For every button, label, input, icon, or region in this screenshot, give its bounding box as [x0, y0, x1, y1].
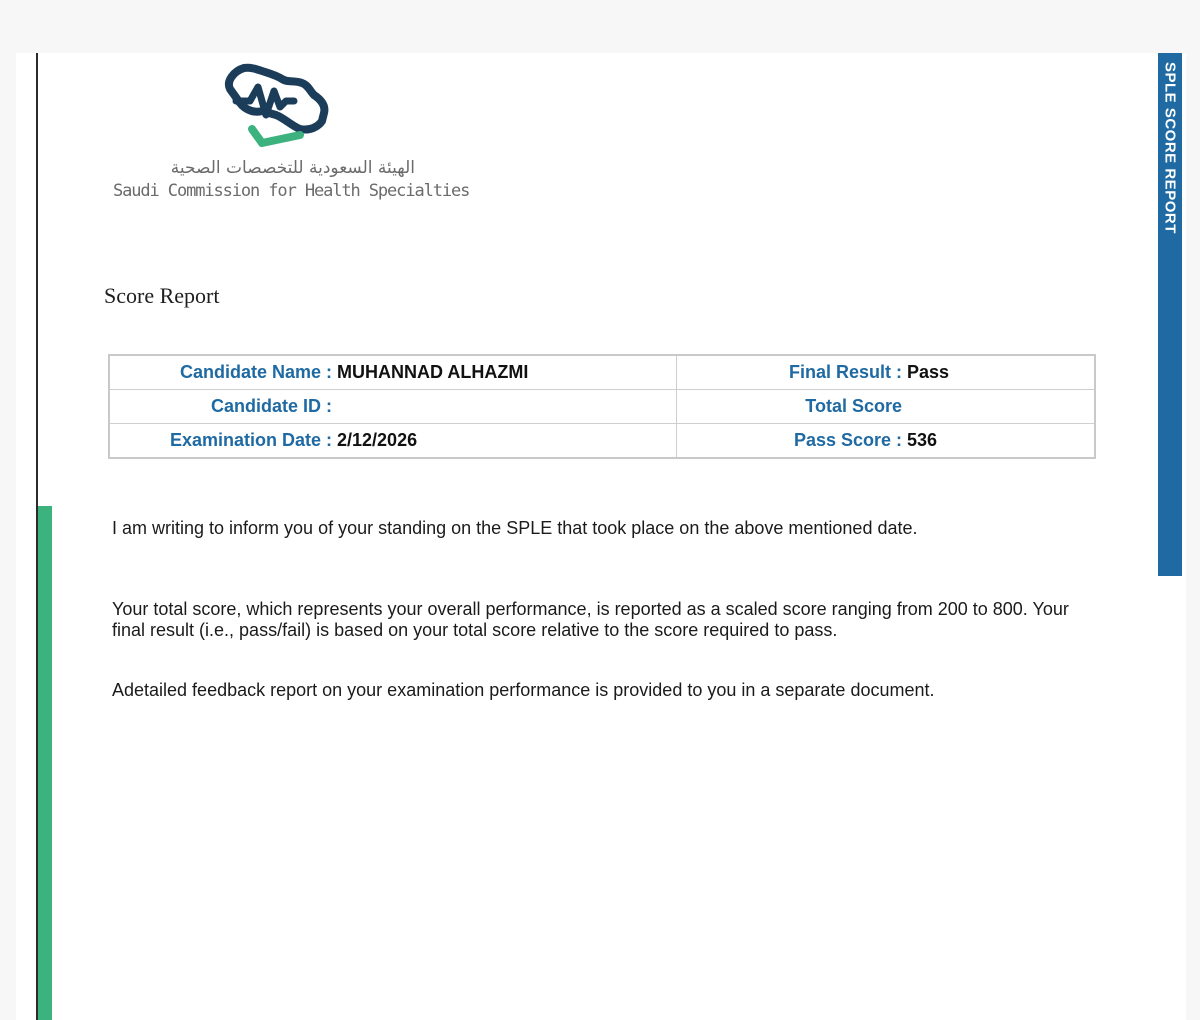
- table-row: [109, 390, 1095, 424]
- feedback-paragraph: Adetailed feedback report on your examination performance is provided to you in a separate document.: [112, 680, 935, 700]
- table-row: [109, 424, 1095, 459]
- pass-score-value: 536: [907, 430, 938, 450]
- logo-english-name: Saudi Commission for Health Specialties: [113, 181, 470, 201]
- final-result-label: Final Result :: [788, 362, 902, 382]
- green-accent-bar: [38, 506, 52, 1020]
- candidate-name-value: MUHANNAD ALHAZMI: [337, 362, 529, 382]
- total-score-label: Total Score: [805, 396, 902, 416]
- final-result-cell: [677, 355, 1096, 390]
- candidate-name-cell: [109, 355, 677, 390]
- report-title: Score Report: [104, 283, 220, 308]
- candidate-id-cell: [109, 390, 677, 424]
- candidate-id-label: Candidate ID :: [210, 396, 332, 416]
- final-result-value: Pass: [907, 362, 950, 382]
- candidate-info-table: [108, 354, 1096, 459]
- table-row: [109, 355, 1095, 390]
- pass-score-cell: [677, 424, 1096, 459]
- intro-paragraph: I am writing to inform you of your standing on the SPLE that took place on the above mentioned date.: [112, 518, 918, 538]
- pass-score-label: Pass Score :: [793, 430, 902, 450]
- scfhs-logo-icon: [222, 63, 332, 155]
- side-band-label: SPLE SCORE REPORT: [1161, 62, 1179, 234]
- examination-date-label: Examination Date :: [169, 430, 332, 450]
- total-score-cell: [677, 390, 1096, 424]
- score-explanation-paragraph: Your total score, which represents your overall performance, is reported as a scaled score ranging from 200 to 800. Your final result (i.e., pass/fail) is based on your total score relative to the score required to pass.: [112, 599, 1069, 640]
- logo-arabic-name: الهيئة السعودية للتخصصات الصحية: [170, 158, 415, 178]
- candidate-name-label: Candidate Name :: [179, 362, 332, 382]
- examination-date-value: 2/12/2026: [337, 430, 418, 450]
- examination-date-cell: [109, 424, 677, 459]
